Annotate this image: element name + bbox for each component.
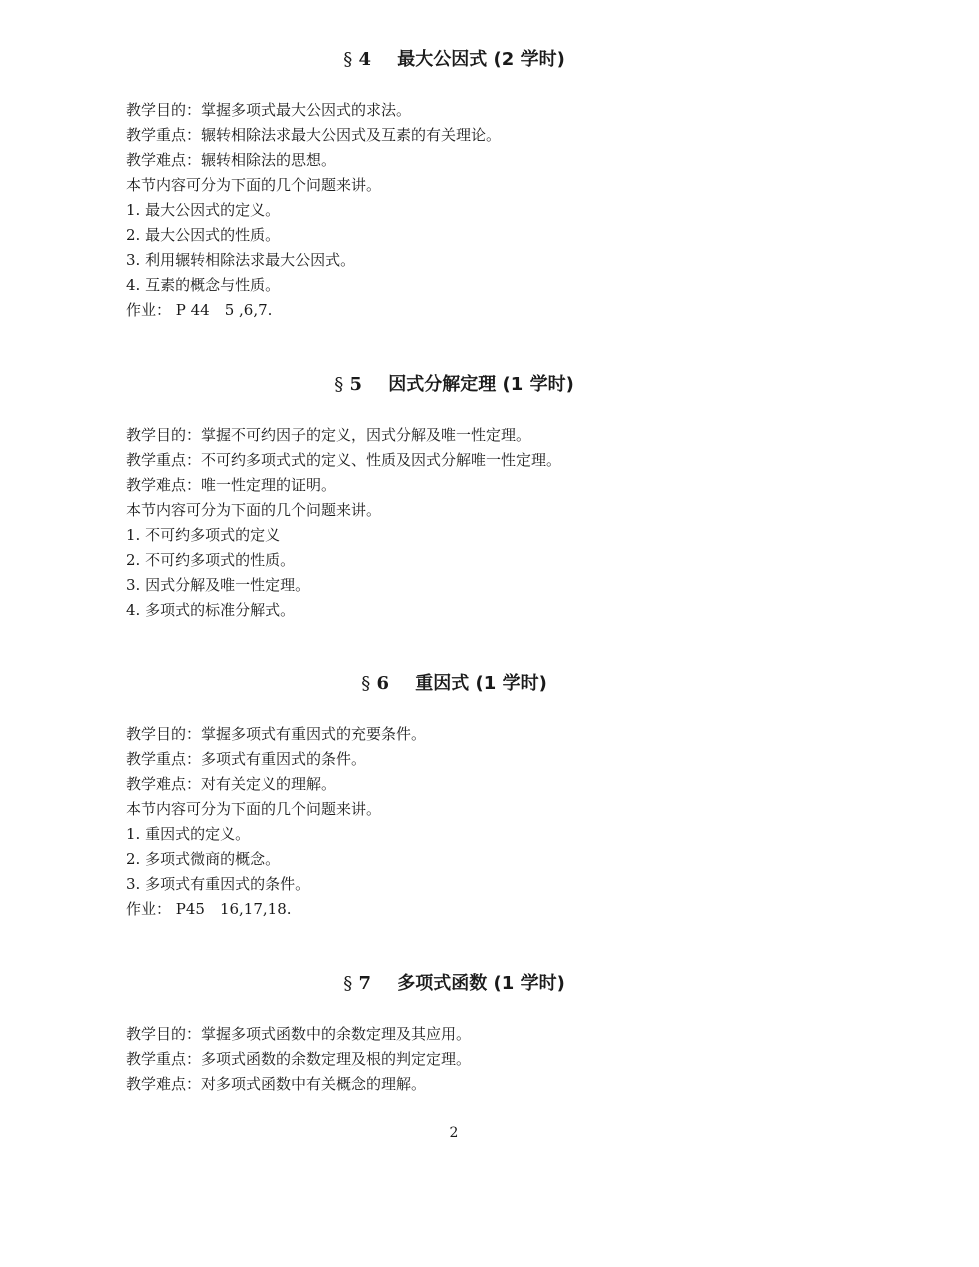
list-item: 4. 多项式的标准分解式。 — [126, 601, 296, 619]
list-item: 2. 多项式微商的概念。 — [126, 850, 281, 868]
section-title — [126, 371, 782, 399]
section-name: 重因式 (1 学时) — [415, 673, 547, 694]
section-name: 因式分解定理 (1 学时) — [388, 374, 574, 395]
text-line: 教学目的：掌握多项式函数中的余数定理及其应用。 — [126, 1025, 472, 1043]
list-item: 1. 最大公因式的定义。 — [126, 201, 281, 219]
text-line: 教学重点：多项式函数的余数定理及根的判定定理。 — [126, 1050, 472, 1068]
list-item: 3. 因式分解及唯一性定理。 — [126, 576, 311, 594]
section-title — [126, 670, 782, 698]
list-item: 2. 最大公因式的性质。 — [126, 226, 281, 244]
text-line: 教学难点：对多项式函数中有关概念的理解。 — [126, 1075, 427, 1093]
section-title — [126, 970, 782, 998]
section-7 — [126, 970, 782, 1093]
section-mark: § — [334, 374, 344, 395]
text-line: 教学难点：辗转相除法的思想。 — [126, 151, 337, 169]
section-name: 多项式函数 (1 学时) — [397, 973, 565, 994]
text-line: 本节内容可分为下面的几个问题来讲。 — [126, 176, 382, 194]
section-number: 5 — [349, 374, 362, 395]
section-body — [126, 423, 782, 623]
section-4 — [126, 46, 782, 319]
text-line: 教学目的：掌握不可约因子的定义，因式分解及唯一性定理。 — [126, 426, 532, 444]
section-body — [126, 1022, 782, 1097]
section-mark: § — [343, 49, 353, 70]
section-number: 7 — [358, 973, 371, 994]
list-item: 3. 利用辗转相除法求最大公因式。 — [126, 251, 356, 269]
homework-line: 作业： P45 16,17,18. — [126, 900, 292, 918]
text-line: 教学目的：掌握多项式有重因式的充要条件。 — [126, 725, 427, 743]
section-5 — [126, 371, 782, 619]
text-line: 教学难点：对有关定义的理解。 — [126, 775, 337, 793]
text-line: 教学重点：不可约多项式式的定义、性质及因式分解唯一性定理。 — [126, 451, 562, 469]
section-name: 最大公因式 (2 学时) — [397, 49, 565, 70]
section-title — [126, 46, 782, 74]
section-mark: § — [343, 973, 353, 994]
section-number: 6 — [376, 673, 389, 694]
section-body — [126, 722, 782, 922]
text-line: 教学重点：辗转相除法求最大公因式及互素的有关理论。 — [126, 126, 502, 144]
section-number: 4 — [358, 49, 371, 70]
page-number: 2 — [449, 1125, 459, 1141]
homework-line: 作业： P 44 5 ,6,7. — [126, 301, 273, 319]
list-item: 1. 重因式的定义。 — [126, 825, 251, 843]
list-item: 3. 多项式有重因式的条件。 — [126, 875, 311, 893]
section-mark: § — [361, 673, 371, 694]
text-line: 教学重点：多项式有重因式的条件。 — [126, 750, 367, 768]
list-item: 1. 不可约多项式的定义 — [126, 526, 281, 544]
list-item: 4. 互素的概念与性质。 — [126, 276, 281, 294]
text-line: 教学难点：唯一性定理的证明。 — [126, 476, 337, 494]
section-body — [126, 98, 782, 323]
list-item: 2. 不可约多项式的性质。 — [126, 551, 296, 569]
text-line: 本节内容可分为下面的几个问题来讲。 — [126, 501, 382, 519]
text-line: 本节内容可分为下面的几个问题来讲。 — [126, 800, 382, 818]
text-line: 教学目的：掌握多项式最大公因式的求法。 — [126, 101, 412, 119]
section-6 — [126, 670, 782, 918]
